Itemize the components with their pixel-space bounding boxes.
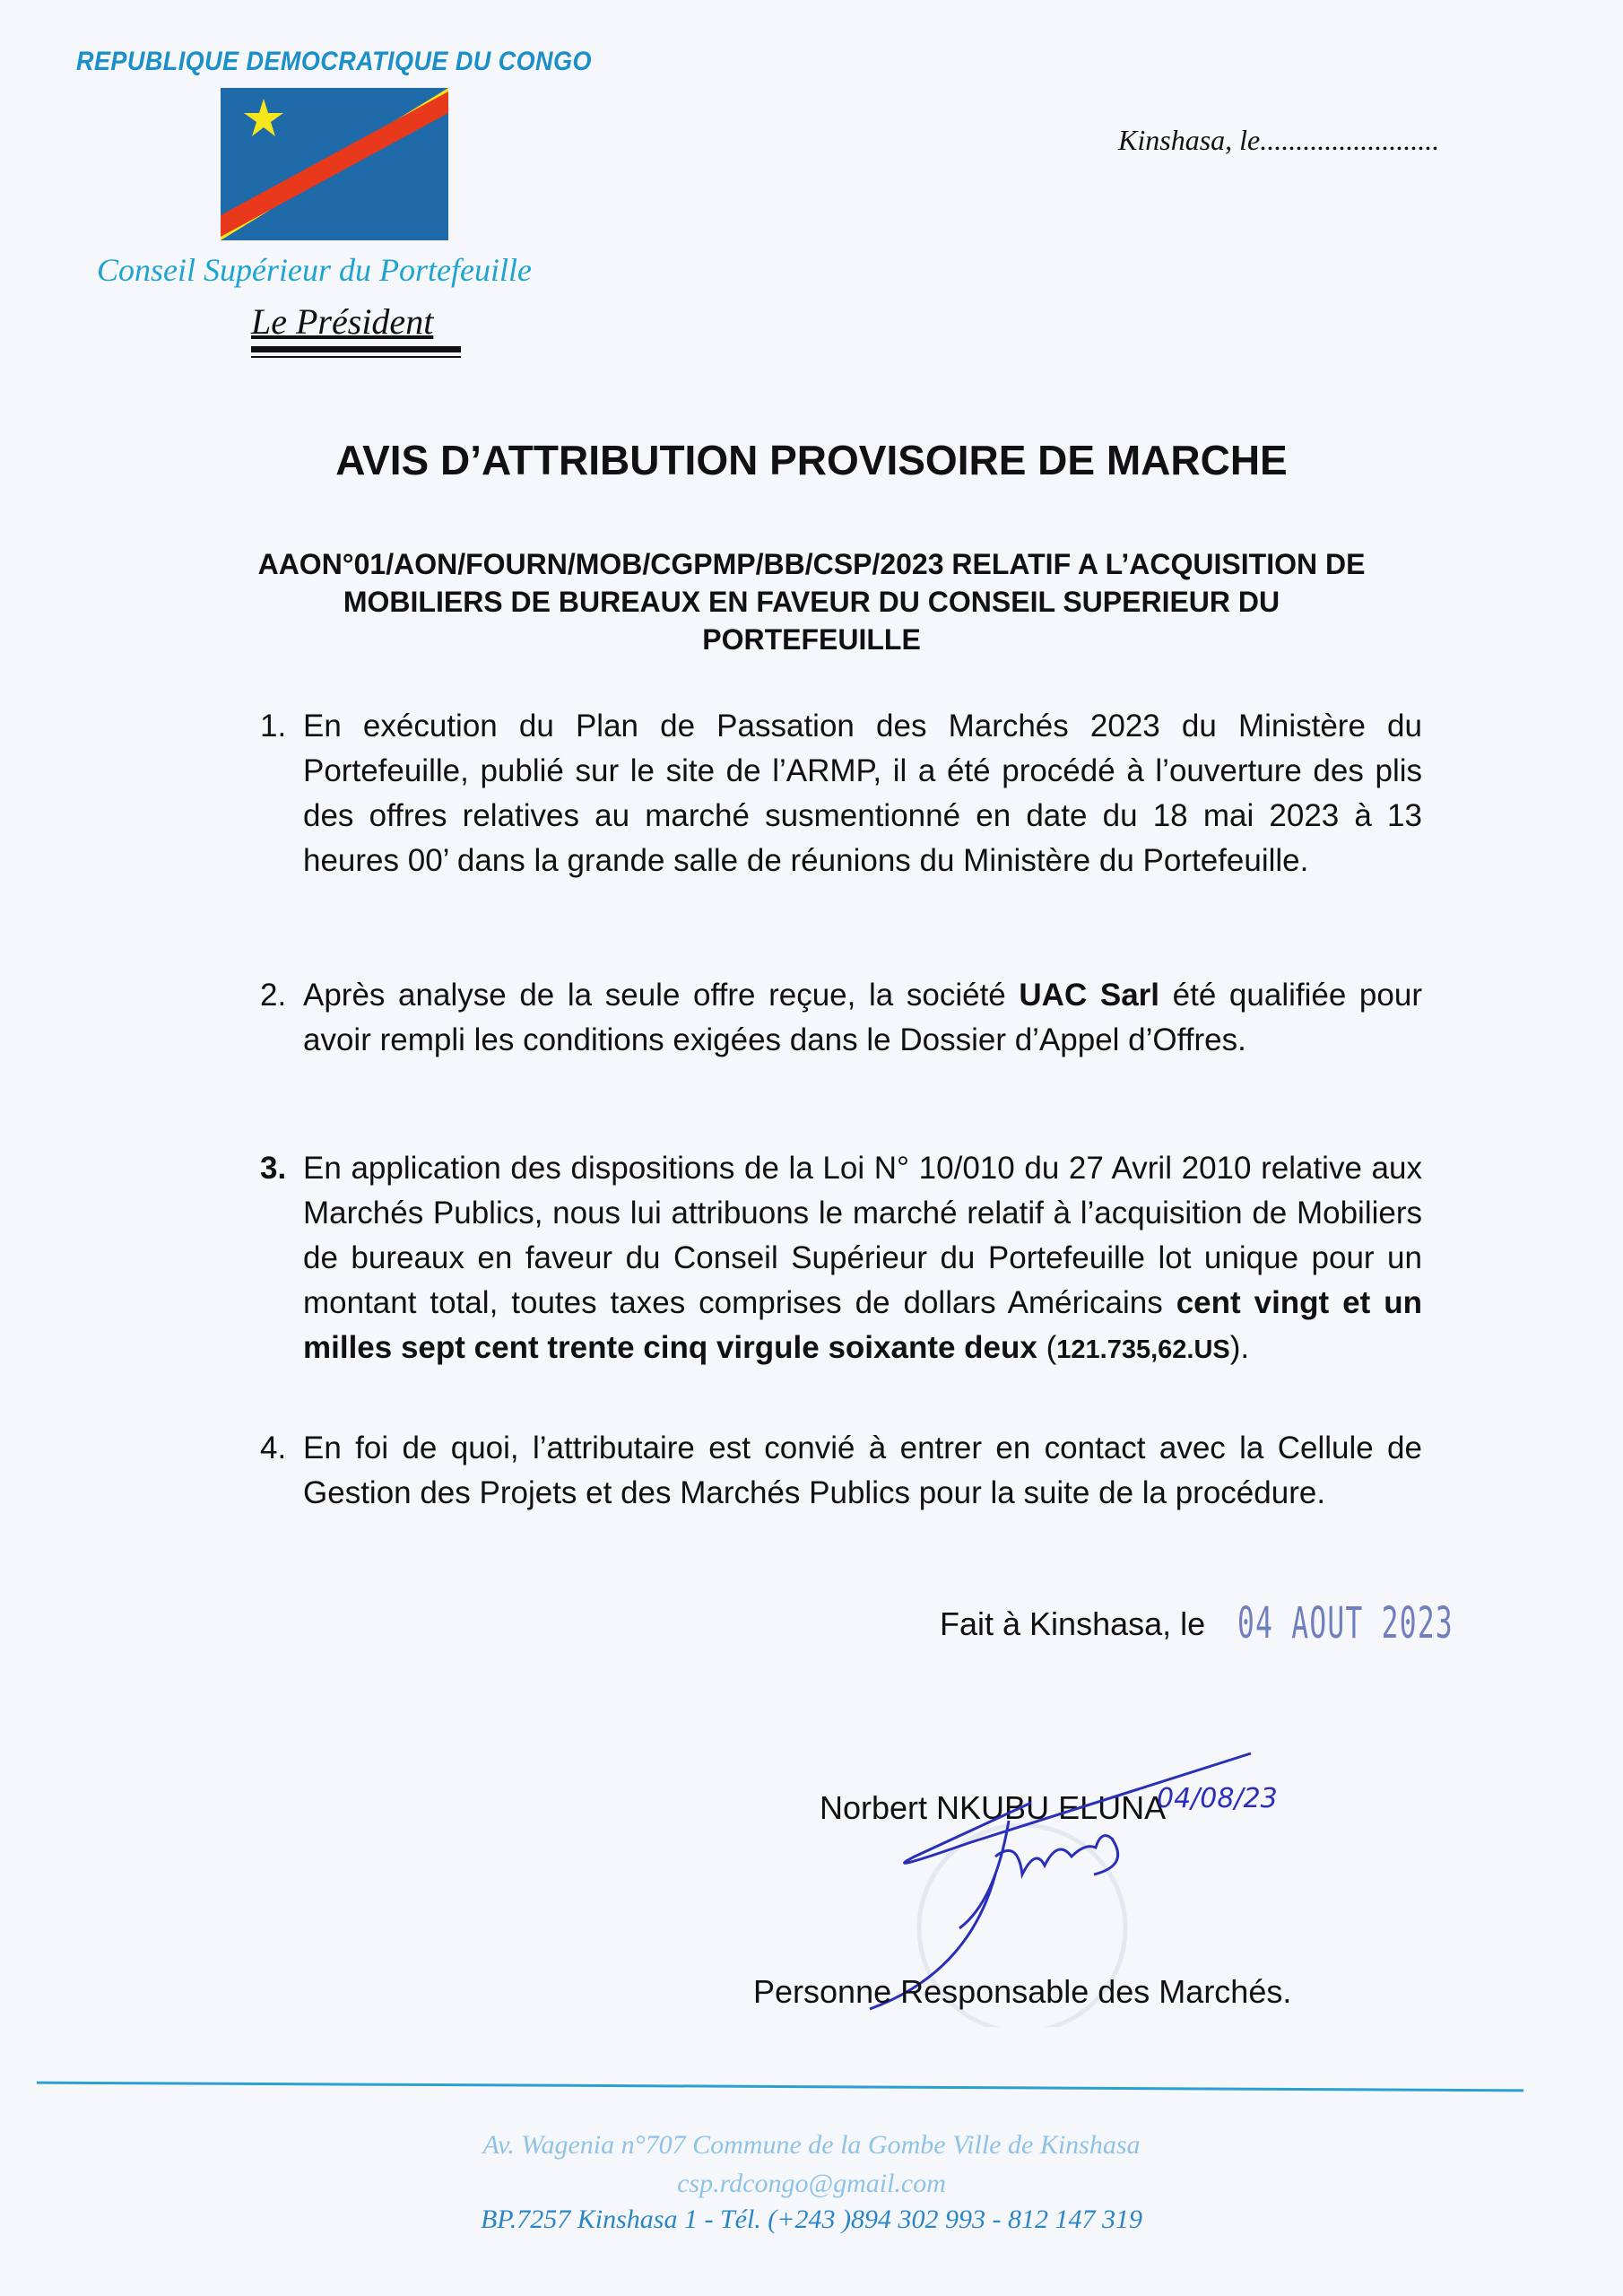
footer-contact: BP.7257 Kinshasa 1 - Tél. (+243 )894 302 993 - 812 147 319 [480,2205,1143,2234]
paragraph-3 [260,1146,1422,1372]
drc-flag-icon [221,88,448,240]
document-title: AVIS D’ATTRIBUTION PROVISOIRE DE MARCHE [335,437,1288,483]
paragraph-text [303,1146,1422,1372]
document-subtitle: AAON°01/AON/FOURN/MOB/CGPMP/BB/CSP/2023 RELATIF A L’ACQUISITION DE MOBILIERS DE BUREAUX EN FAVEUR DU CONSEIL SUPERIEUR DU PORTEFEUILLE [257,548,1366,656]
handwritten-date: 04/08/23 [1157,1783,1278,1814]
amount-words: cent vingt et un milles sept cent trente cinq virgule soixante deux [303,1285,1423,1365]
date-stamp: 04 AOUT 2023 [1237,1598,1454,1648]
text: Après analyse de la seule offre reçue, la société [303,978,1020,1013]
amount-figures: 121.735,62.US [1056,1335,1230,1364]
paragraph-1 [260,704,1422,883]
divider [251,346,461,352]
paragraph-text: En exécution du Plan de Passation des Marchés 2023 du Ministère du Portefeuille, publié sur le site de l’ARMP, il a été procédé à l’ouverture des plis des offres relatives au marché susmentionné en date du 18 mai 2023 à 13 heures 00’ dans la grande salle de réunions du Ministère du Portefeuille. [303,709,1422,878]
footer-divider [37,2082,1523,2092]
paragraph-number: 2. [260,978,287,1013]
country-heading: REPUBLIQUE DEMOCRATIQUE DU CONGO [76,47,592,76]
paragraph-4 [260,1426,1422,1516]
paragraph-2 [260,973,1422,1063]
signatory-name: Norbert NKUBU ELUNA [820,1789,1167,1826]
place-date-line: Kinshasa, le......................... [1118,124,1440,156]
text: En application des dispositions de la Loi N° 10/010 du 27 Avril 2010 relative aux Marchés Publics, nous lui attribuons le marché relatif à l’acquisition de Mobiliers de bureaux en faveur du Conseil Supérieur du Portefeuille lot unique pour un montant total, toutes taxes comprises de dollars Américains [303,1151,1422,1320]
footer-email: csp.rdcongo@gmail.com [677,2169,946,2198]
paragraph-number: 4. [260,1431,287,1465]
office-title: Le Président [251,301,434,342]
signatory-role: Personne Responsable des Marchés. [753,1973,1292,2010]
paragraph-text: En foi de quoi, l’attributaire est convié à entrer en contact avec la Cellule de Gestion des Projets et des Marchés Publics pour la suite de la procédure. [303,1431,1422,1510]
company-name: UAC Sarl [1019,978,1160,1013]
place-of-signing: Fait à Kinshasa, le [940,1605,1206,1642]
text: ). [1229,1330,1250,1365]
footer-address: Av. Wagenia n°707 Commune de la Gombe Ville de Kinshasa [482,2130,1141,2160]
paragraph-number: 1. [260,709,287,744]
institution-name: Conseil Supérieur du Portefeuille [97,252,532,288]
paragraph-text [303,973,1422,1063]
paragraph-number: 3. [260,1151,287,1186]
text: ( [1037,1330,1057,1365]
text: été qualifiée pour avoir rempli les conditions exigées dans le Dossier d’Appel d’Offres. [303,978,1422,1057]
divider [251,356,461,358]
